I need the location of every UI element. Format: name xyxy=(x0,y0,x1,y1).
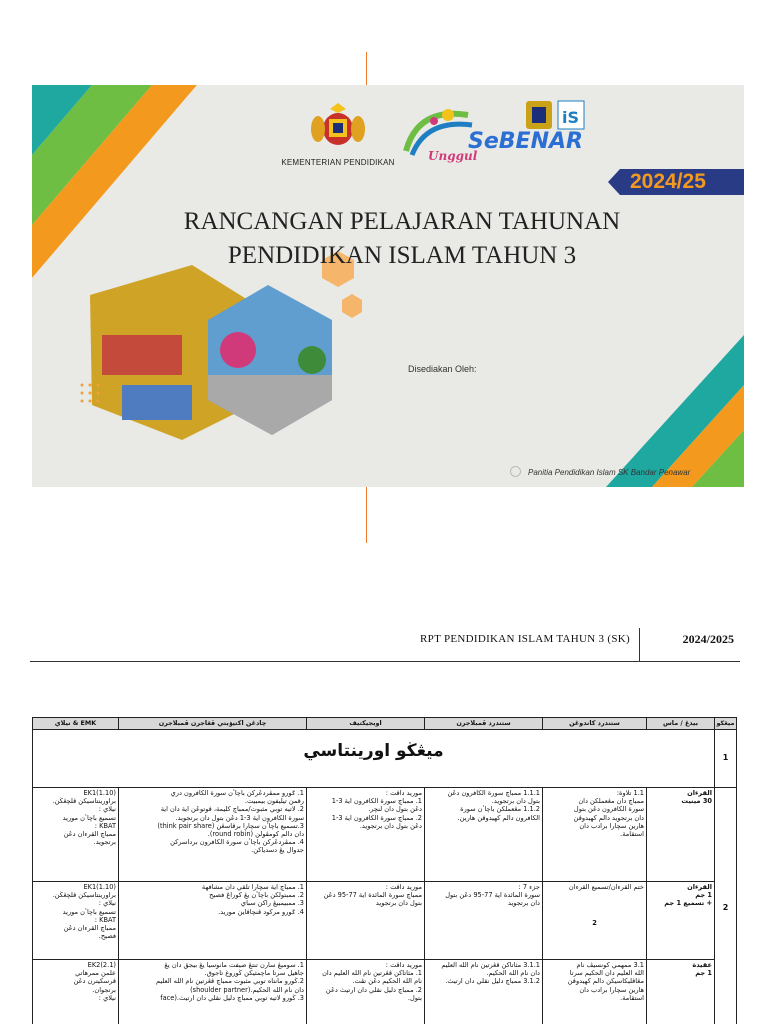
cell-line: 2. ممباچ سورة الکافرون اية 3-1 xyxy=(331,813,422,822)
cell-line: سورة المائدة اية 77-95 دڠن بتول xyxy=(445,891,540,900)
cell-line: KBAT : xyxy=(94,915,116,924)
unit-week: 1 xyxy=(715,730,737,788)
cell-content xyxy=(543,788,647,882)
cell-line: دان دالم کومڤولن (round robin). xyxy=(207,830,304,839)
cell-line: دان برتجويد دالم کهيدوڤن xyxy=(573,813,644,822)
cell-learning xyxy=(425,960,543,1024)
cell-line: بتول دان برتجويد. xyxy=(491,797,540,806)
cell-line: جاهيل سرتا ماچمثيکن ڬوروغ تاجوق. xyxy=(204,969,304,978)
cell-field xyxy=(647,788,715,882)
cell-content xyxy=(543,882,647,960)
cell-line: موريد داڤت : xyxy=(385,789,422,797)
header-content-standard: ستندرد کاندوڠن xyxy=(543,718,647,730)
cell-line: دان نام الله الحکيم.(shoulder partner) xyxy=(190,985,304,994)
table-row xyxy=(33,882,737,960)
cell-objective xyxy=(307,788,425,882)
cell-line: KBAT : xyxy=(94,821,116,830)
header-learning-standard: ستندرد ڤمبلاجرن xyxy=(425,718,543,730)
cell-line: براورينتاسيکن ڤلچڠڬن. xyxy=(52,891,116,900)
cell-line: 1. ممباچ سورة الکافرون اية 3-1 xyxy=(331,797,422,806)
cell-objective xyxy=(307,960,425,1024)
cell-line: 2.ڬورو مانتاه توبي مثبوت ممباچ ڤڠرتين نام الله العليم xyxy=(156,977,304,986)
cell-line: 1. ݢورو ممڤردڠرکن باچاٴن سورة الکافرون دري xyxy=(170,789,304,797)
cell-line: سورة الکافرون اية 3-1 دڠن بتول دان برتجويد. xyxy=(175,813,304,822)
cell-line: 1 جم xyxy=(695,969,712,978)
content-lines xyxy=(545,883,644,891)
cell-line: 30 مينيت xyxy=(681,797,712,806)
cell-content xyxy=(543,960,647,1024)
cell-line: ختم القرءان/تسميع القرءان xyxy=(568,883,644,891)
year-badge: 2024/25 xyxy=(620,169,744,195)
cell-line: بتول. xyxy=(407,993,422,1002)
cell-line: 1. ممباچ اية سچارا تلقي دان مشافهة xyxy=(201,883,304,891)
cell-line: 2. ممبتولکن باچاٴن يڠ کوراڠ فصيح xyxy=(209,891,304,900)
cell-learning xyxy=(425,788,543,882)
cell-line: الکافرون دالم کهيدوڤن هارين. xyxy=(457,813,540,822)
cell-line: دان برتجويد xyxy=(508,899,540,908)
document-year: 2024/2025 xyxy=(682,632,734,646)
cover-title-line1: RANCANGAN PELAJARAN TAHUNAN xyxy=(183,208,621,235)
panitia-logo-icon xyxy=(510,466,521,477)
cell-line: القرءان xyxy=(687,883,712,891)
cell-field xyxy=(647,960,715,1024)
header-field: بيدڠ / ماس xyxy=(647,718,715,730)
cell-line: 3.1.1 مثاتاکن ڤڠرتين نام الله العليم xyxy=(441,961,540,969)
cell-line: جدوال يڠ دسدياکن. xyxy=(251,846,304,855)
brand-script: Unggul xyxy=(428,149,478,163)
cell-line: 1. سومبڠ سارن تنتڠ صيفت مانوسيا يڠ بيجق دان يڠ xyxy=(164,961,304,969)
cover-slide xyxy=(32,85,744,487)
unit-title: ميڠڬو اورينتاسي xyxy=(33,730,715,788)
header-objective: اوبجيکتيف xyxy=(307,718,425,730)
cell-line: برتجويد. xyxy=(93,838,116,847)
cover-title xyxy=(132,205,672,273)
header-week: ميڠڬو xyxy=(715,718,737,730)
header-emk: EMK & نيلاي xyxy=(33,718,119,730)
cell-line: القرءان xyxy=(687,789,712,797)
cell-line: 3.1.2 ممباچ دليل نقلي دان ارتيث. xyxy=(445,977,540,986)
cell-line: ممباچ سورة المائدة اية 77-95 دڠن xyxy=(323,891,422,900)
unit-row xyxy=(33,730,737,788)
table-row xyxy=(33,960,737,1024)
cell-line: + تسميع 1 جم xyxy=(664,899,712,908)
table-header-row xyxy=(33,718,737,730)
cell-emk xyxy=(33,788,119,882)
cell-emk xyxy=(33,960,119,1024)
cell-line: ممباچ دان مڠعملکن دان xyxy=(578,797,644,806)
ministry-logo-block xyxy=(278,103,398,167)
cell-line: ڤرسکيترن دڠن xyxy=(73,977,116,986)
cell-line: سورة الکافرون دڠن بتول xyxy=(573,805,644,814)
cell-line: موريد داڤت : xyxy=(385,961,422,969)
cell-line: علمن ممرهاتي xyxy=(75,969,116,978)
cell-line: EK1(1.10) xyxy=(83,789,116,797)
brand-word: SeBENAR xyxy=(468,129,583,154)
week-number: 2 xyxy=(715,788,737,1024)
cell-line: مڠاڤليکاسيکن دالم کهيدوڤن xyxy=(567,977,644,986)
cell-field xyxy=(647,882,715,960)
cell-line: 1. مثاتاکن ڤڠرتين نام الله العليم دان xyxy=(322,969,422,978)
content-number: 2 xyxy=(592,919,597,928)
cell-line: عقيدة xyxy=(692,961,712,969)
cell-line: استقامة. xyxy=(620,993,644,1002)
cell-line: 3. ڬورو لاتيه توبي ممباچ دليل نقلي دان ارتيث.(face xyxy=(160,993,304,1002)
cover-title-line2: PENDIDIKAN ISLAM TAHUN 3 xyxy=(227,242,577,269)
cell-line: EK1(1.10) xyxy=(83,883,116,891)
sebenar-logo xyxy=(398,93,598,171)
cell-line: براورينتاسيکن ڤلچڠڬن. xyxy=(52,797,116,806)
orange-guide-line-bottom xyxy=(366,487,367,543)
cell-line: تسميع باچاٴن موريد xyxy=(62,813,116,822)
cell-line: EK2(2.1) xyxy=(87,961,116,969)
cell-objective xyxy=(307,882,425,960)
cell-activity xyxy=(119,882,307,960)
cell-line: 4. ممڤردڠرکن باچاٴن سورة الکافرون برداسرکن xyxy=(170,838,304,847)
document-header xyxy=(30,628,740,662)
ministry-name: KEMENTERIAN PENDIDIKAN xyxy=(281,158,395,167)
cell-line: نيلاي : xyxy=(98,899,116,908)
cell-learning xyxy=(425,882,543,960)
cell-activity xyxy=(119,788,307,882)
cell-line: هارين سچارا برادب دان xyxy=(579,985,644,994)
cell-line: بتول دان برتجويد xyxy=(375,899,422,908)
cell-emk xyxy=(33,882,119,960)
cell-line: 3.تسميع باچاٴن سچارا برڤاسڠن (think pair share) xyxy=(157,821,304,830)
cell-line: نيلاي : xyxy=(98,805,116,814)
cell-line: موريد داڤت : xyxy=(385,883,422,891)
cell-line: هارين سچارا برادب دان xyxy=(579,821,644,830)
ministry-crest-icon xyxy=(310,103,366,149)
cell-line: 2. لاتيه توبي مثبوت/ممباچ کليمة، ڤوتوڠن اية دان اية xyxy=(160,805,304,814)
document-title: RPT PENDIDIKAN ISLAM TAHUN 3 (SK) xyxy=(420,633,630,645)
svg-text:iS: iS xyxy=(562,108,580,127)
cell-line: رقمن تيليفون بيمبيت. xyxy=(244,797,304,806)
rpt-table xyxy=(32,717,737,1024)
cell-line: دان نام الله الحکيم. xyxy=(486,969,540,978)
cell-line: استقامة. xyxy=(620,830,644,839)
cell-line: تسميع باچاٴن موريد xyxy=(62,907,116,916)
cell-line: جزء 7 : xyxy=(518,883,540,891)
cell-line: 1.1.2 مڠعملکن باچاٴن سورة xyxy=(460,805,540,814)
orange-guide-line-top xyxy=(366,52,367,85)
cell-line: نام الله الحکيم دڠن تڤت. xyxy=(352,977,422,986)
cell-line: برتجوان. xyxy=(92,985,116,994)
cell-line: فصيح. xyxy=(98,932,116,941)
cell-line: 1.1 تلاوة: xyxy=(616,789,644,797)
cell-line: 1.1.1 ممباچ سورة الکافرون دڠن xyxy=(447,789,540,797)
cell-line: الله العليم دان الحکيم سرتا xyxy=(569,969,644,978)
cell-line: 3.1 ممهمي کونسيڤ نام xyxy=(576,961,644,969)
cell-line: دڠن بتول دان لنچر. xyxy=(368,805,422,814)
cell-line: دڠن بتول دان برتجويد. xyxy=(359,821,422,830)
header-separator xyxy=(639,628,640,662)
cell-line: نيلاي : xyxy=(98,993,116,1002)
table-row xyxy=(33,788,737,882)
cell-line: 1 جم xyxy=(695,891,712,900)
cell-activity xyxy=(119,960,307,1024)
panitia-footer: Panitia Pendidikan Islam SK Bandar Penawar xyxy=(528,468,691,477)
cell-line: 2. ممباچ دليل نقلي دان ارتيث دڠن xyxy=(325,985,422,994)
cell-line: 3. ممبيمبيڠ راکن سباي xyxy=(240,899,304,908)
header-activity: چادڠن اکتيۏيتي ڤڠاجرن ڤمبلاجرن xyxy=(119,718,307,730)
cell-line: ممباچ القرءان دڠن xyxy=(63,924,116,933)
cell-line: 4. ݢورو مرکود ڤنچاڤاين موريد. xyxy=(218,907,304,916)
cell-line: ممباچ القرءان دڠن xyxy=(63,830,116,839)
prepared-by-label: Disediakan Oleh: xyxy=(408,364,477,374)
